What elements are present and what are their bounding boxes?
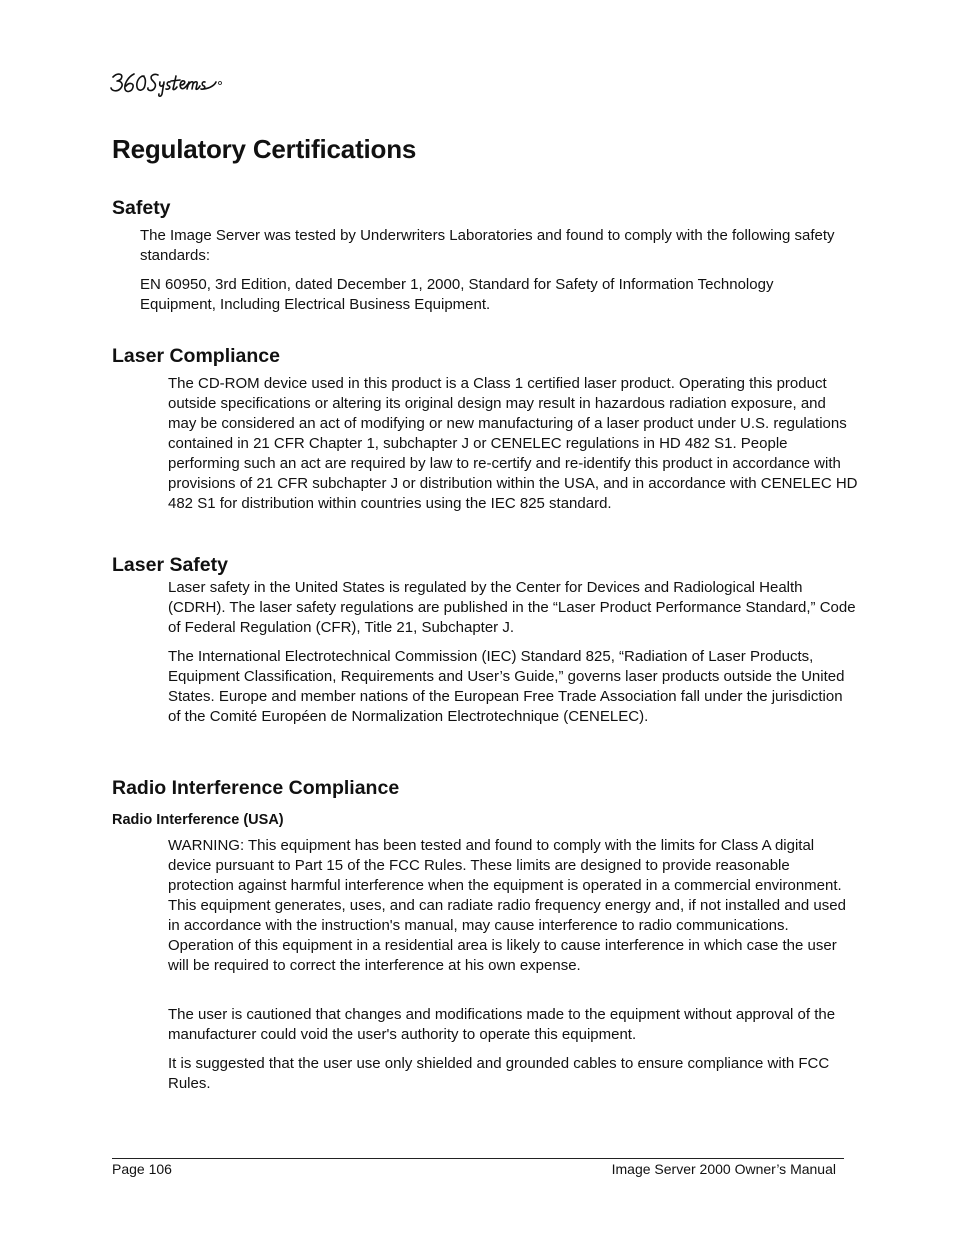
laser-compliance-paragraph: The CD-ROM device used in this product is a Class 1 certified laser product. Operating this product outside specifications or altering its original design may result in hazardous radiation exposure, and may be considered an act of modifying or new manufacturing of a laser product under U.S. regulations contained in 21 CFR Chapter 1, subchapter J or CENELEC regulations in HD 482 S1. People performing such an act are required by law to re-certify and re-identify this product in accordance with provisions of 21 CFR subchapter J or distribution within the USA, and in accordance with CENELEC HD 482 S1 for distribution within countries using the IEC 825 standard. bbox=[168, 375, 858, 512]
safety-paragraph-1: The Image Server was tested by Underwriters Laboratories and found to comply with the following safety standards: bbox=[140, 227, 835, 264]
safety-paragraph-2: EN 60950, 3rd Edition, dated December 1, 2000, Standard for Safety of Information Technology Equipment, Including Electrical Business Equipment. bbox=[140, 276, 774, 313]
footer-manual-title: Image Server 2000 Owner’s Manual bbox=[611, 1161, 836, 1177]
page-title: Regulatory Certifications bbox=[112, 134, 417, 164]
footer-divider bbox=[112, 1158, 844, 1159]
section-heading-safety: Safety bbox=[112, 197, 171, 219]
radio-warning-paragraph: WARNING: This equipment has been tested and found to comply with the limits for Class A digital device pursuant to Part 15 of the FCC Rules. These limits are designed to provide reasonable protection against harmful interference when the equipment is operated in a commercial environment. This equipment generates, uses, and can radiate radio frequency energy and, if not installed and used in accordance with the instruction's manual, may cause interference to radio communications. Operation of this equipment in a residential area is likely to cause interference in which case the user will be required to correct the interference at his own expense. bbox=[168, 837, 846, 974]
subheading-radio-interference-usa: Radio Interference (USA) bbox=[112, 812, 284, 828]
section-heading-radio-interference: Radio Interference Compliance bbox=[112, 777, 400, 799]
radio-cables-paragraph: It is suggested that the user use only shielded and grounded cables to ensure compliance with FCC Rules. bbox=[168, 1055, 830, 1092]
laser-safety-paragraph-2: The International Electrotechnical Commission (IEC) Standard 825, “Radiation of Laser Products, Equipment Classification, Requirements and User’s Guide,” governs laser products outside the United States. Europe and member nations of the European Free Trade Association fall under the jurisdiction of the Comité Européen de Normalization Electrotechnique (CENELEC). bbox=[168, 648, 845, 725]
laser-safety-paragraph-1: Laser safety in the United States is regulated by the Center for Devices and Radiological Health (CDRH). The laser safety regulations are published in the “Laser Product Performance Standard,” Code of Federal Regulation (CFR), Title 21, Subchapter J. bbox=[168, 579, 856, 636]
section-heading-laser-compliance: Laser Compliance bbox=[112, 345, 280, 367]
footer-page-number: Page 106 bbox=[112, 1161, 172, 1177]
radio-caution-paragraph: The user is cautioned that changes and modifications made to the equipment without approval of the manufacturer could void the user's authority to operate this equipment. bbox=[168, 1006, 836, 1043]
section-heading-laser-safety: Laser Safety bbox=[112, 554, 228, 576]
360-systems-logo-icon bbox=[110, 68, 225, 100]
